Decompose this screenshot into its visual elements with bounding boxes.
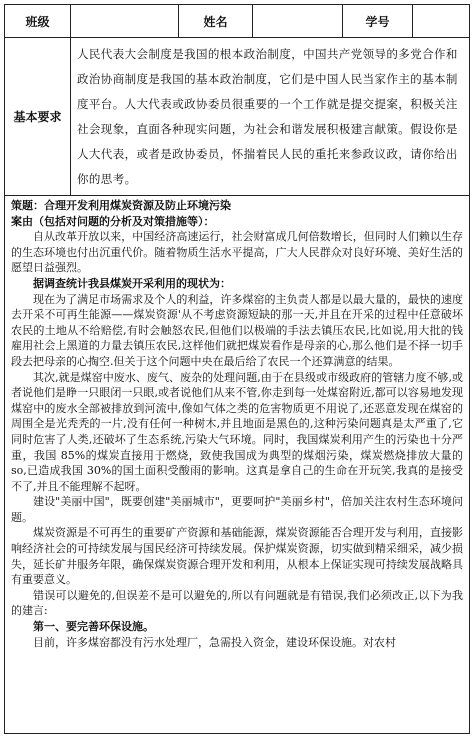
class-label: 班级 [5, 5, 71, 37]
header-row [5, 5, 469, 38]
class-value[interactable] [71, 5, 179, 37]
essay-paragraph: 建设"美丽中国"，既要创建"美丽城市"，更要呵护"美丽乡村"，倍加关注农村生态环境问题。 [11, 495, 463, 524]
requirement-label: 基本要求 [5, 38, 71, 195]
requirement-text: 人民代表大会制度是我国的根本政治制度，中国共产党领导的多党合作和政治协商制度是我国的基本政治制度，它们是中国人民当家作主的基本制度平台。人大代表或政协委员很重要的一个工作就是提交提案，积极关注社会现象，直面各种现实问题，为社会和谐发展积极建言献策。假设你是人大代表，或者是政协委员，怀揣着民人民的重托来参政议政，请你给出你的思考。 [77, 47, 458, 186]
id-value[interactable] [413, 5, 469, 37]
essay-paragraph: 自从改革开放以来，中国经济高速运行，社会财富成几何倍数增长，但同时人们赖以生存的生态环境也付出沉重代价。随着物质生活水平提高，广大人民群众对良好环境、美好生活的愿望日益强烈。 [11, 230, 463, 275]
essay-paragraph: 煤炭资源是不可再生的重要矿产资源和基础能源，煤炭资源能否合理开发与利用，直接影响经济社会的可持续发展与国民经济可持续发展。保护煤炭资源，切实做到精采细采，减少损失，延长矿井服务年限，确保煤炭资源合理开发和利用，从根本上保证实现可持续发展战略具有重要意义。 [11, 526, 463, 587]
essay-subtitle: 案由（包括对问题的分析及对策措施等）： [11, 214, 215, 228]
essay-paragraph: 现在为了满足市场需求及个人的利益，许多煤窑的主负责人都是以最大量的，最快的速度去开采不可再生能源——煤炭资源'从不考虑资源短缺的那一天,并且在开采的过程中任意破坏农民的土地从不给赔偿,有时会触怒农民,但他们以极端的手法去镇压农民,比如说,用大批的钱雇用社会上黑道的力量去镇压农民,这样他们就把煤炭看作是母亲的心,那么他们是不择一切手段去把母亲的心掏空.但关于这个问题中央在最后给了农民一个还算满意的结果。 [11, 292, 463, 368]
essay-paragraph: 其次,就是煤窑中废水、废气、废杂的处理问题,由于在县级或市级政府的管辖力度不够,或者说他们是睁一只眼闭一只眼,或者说他们从来不管,你走到每一处煤窑附近,都可以容易地发现煤窑中的废水全部被排放到河流中,像如气体之类的危害物质更不用说了,还恶意发现在煤窑的周围全是光秃秃的一片,没有任何一种树木,并且地面是黑色的,这种污染问题真是太严重了,它同时危害了人类,还破坏了生态系统,污染大气环境。同时，我国煤炭利用产生的污染也十分严重，我国 85%的煤炭直接用于燃烧，致使我国成为典型的煤烟污染，煤炭燃烧排放大量的 so,已造成我国 30%的国土面积受酸雨的影响。这真是拿自己的生命在开玩笑,我真的是接受不了,并且不能理解不起呀。 [11, 370, 463, 493]
essay-title: 策题：合理开发利用煤炭资源及防止环境污染 [11, 199, 231, 212]
worksheet [4, 4, 470, 734]
id-label: 学号 [343, 5, 413, 37]
essay-body [5, 196, 469, 650]
requirement-row [5, 38, 469, 196]
name-value[interactable] [253, 5, 343, 37]
section-heading: 据调查统计我县煤炭开采利用的现状为： [33, 276, 231, 290]
name-label: 姓名 [179, 5, 253, 37]
section-heading: 第一、要完善环保设施。 [33, 620, 154, 634]
essay-paragraph: 目前，许多煤窑都没有污水处理厂，急需投入资金，建设环保设施。对农村 [33, 635, 396, 649]
essay-paragraph: 错误可以避免的,但误差不是可以避免的,所以有问题就是有错误,我们必须改正,以下为我的建言: [11, 588, 463, 618]
